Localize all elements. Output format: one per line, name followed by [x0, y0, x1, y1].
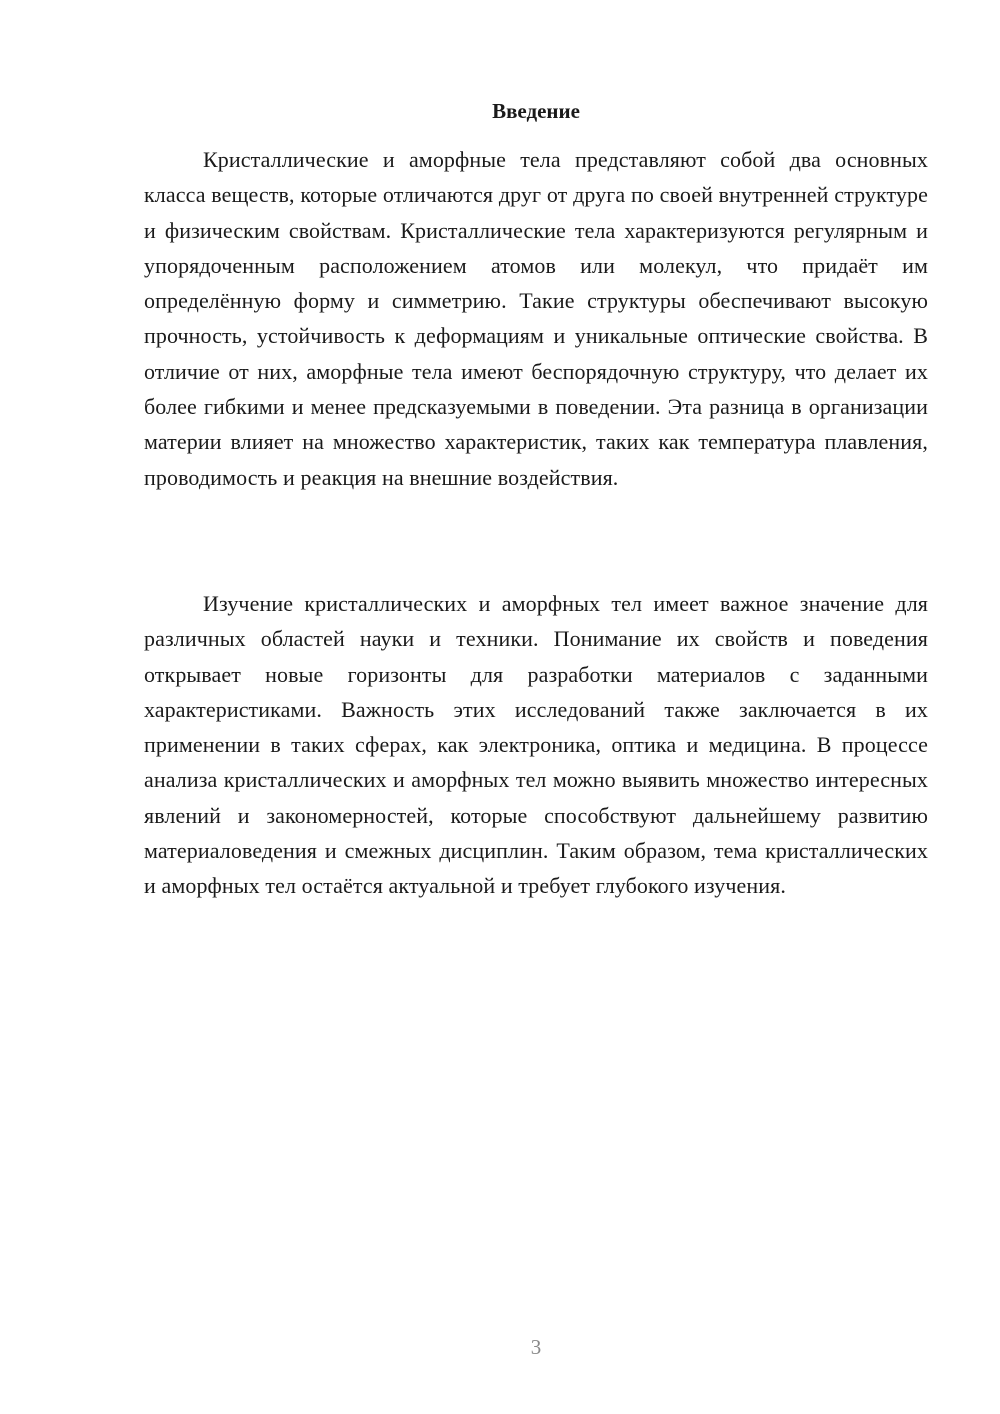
- paragraph-1: Кристаллические и аморфные тела представляют собой два основных класса веществ, которые отличаются друг от друга по своей внутренней структуре и физическим свойствам. Кристаллические тела характеризуются регулярным и упорядоченным расположением атомов или молекул, что придаёт им определённую форму и симметрию. Такие структуры обеспечивают высокую прочность, устойчивость к деформациям и уникальные оптические свойства. В отличие от них, аморфные тела имеют беспорядочную структуру, что делает их более гибкими и менее предсказуемыми в поведении. Эта разница в организации материи влияет на множество характеристик, таких как температура плавления, проводимость и реакция на внешние воздействия.: [144, 147, 928, 490]
- section-heading: Введение: [492, 99, 580, 123]
- paragraph-2: Изучение кристаллических и аморфных тел имеет важное значение для различных областей науки и техники. Понимание их свойств и поведения открывает новые горизонты для разработки материалов с заданными характеристиками. Важность этих исследований также заключается в их применении в таких сферах, как электроника, оптика и медицина. В процессе анализа кристаллических и аморфных тел можно выявить множество интересных явлений и закономерностей, которые способствуют дальнейшему развитию материаловедения и смежных дисциплин. Таким образом, тема кристаллических и аморфных тел остаётся актуальной и требует глубокого изучения.: [144, 591, 928, 899]
- page-number: 3: [530, 1335, 542, 1359]
